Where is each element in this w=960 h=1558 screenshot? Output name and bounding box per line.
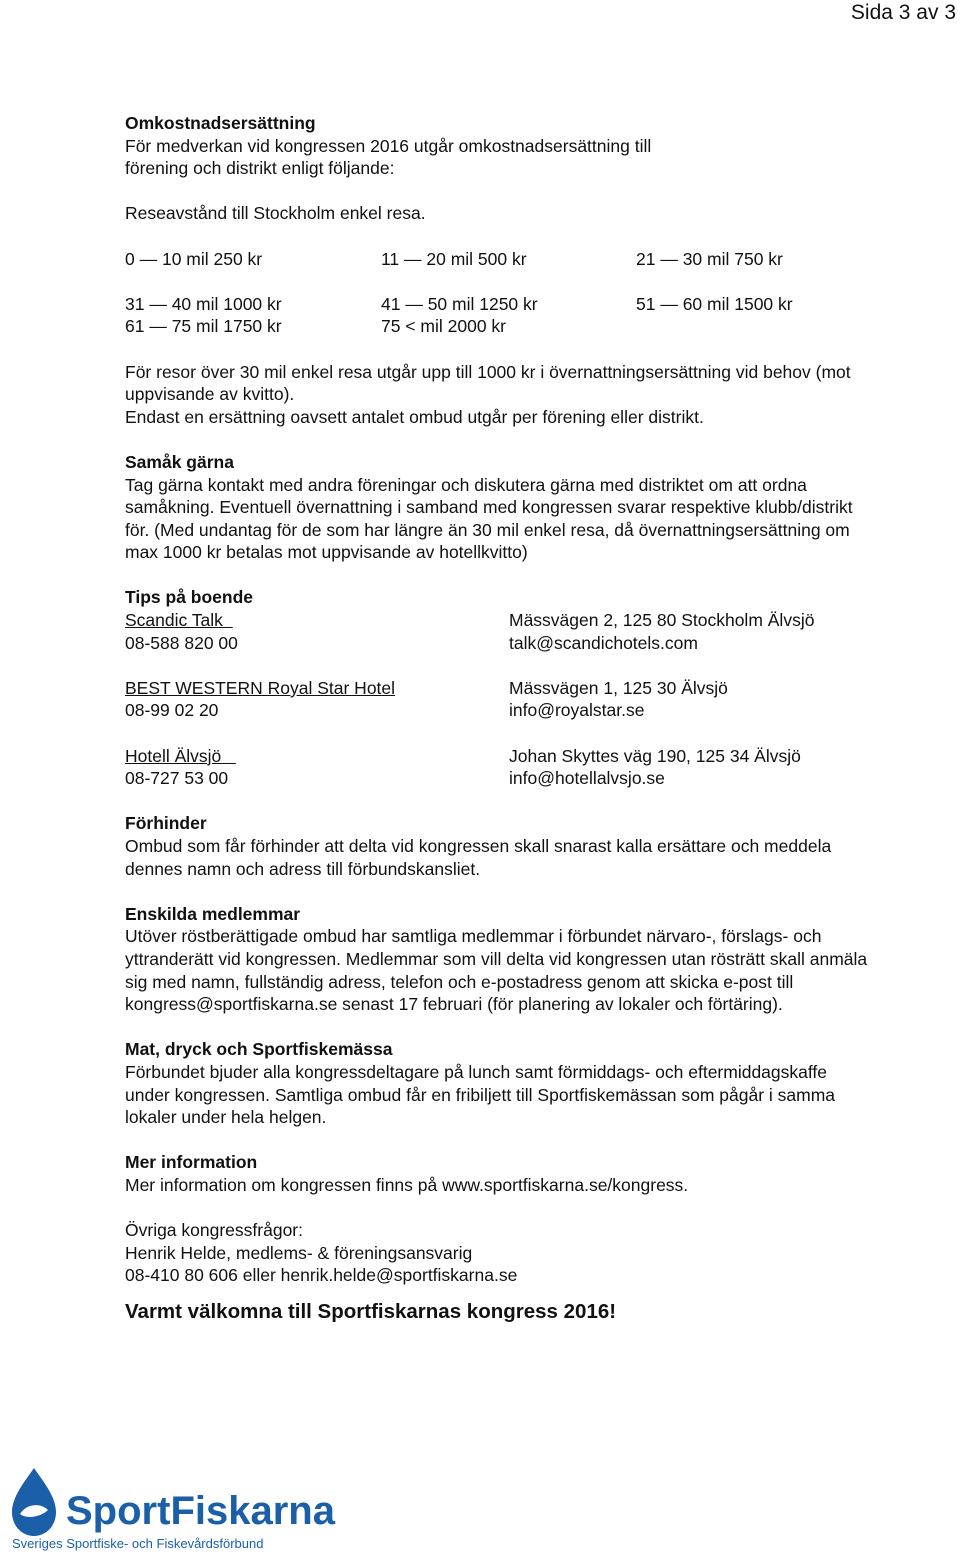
hotel-phone: 08-727 53 00 <box>125 768 229 789</box>
omkostnad-text-2: förening och distrikt enligt följande: <box>125 158 395 179</box>
hotel-name-link[interactable]: Hotell Älvsjö <box>125 745 236 766</box>
rate-item: 51 — 60 mil 1500 kr <box>636 293 793 314</box>
mat-text-1: Förbundet bjuder alla kongressdeltagare på lunch samt förmiddags- och eftermiddagskaffe <box>125 1061 828 1082</box>
ovriga-heading: Övriga kongressfrågor: <box>125 1220 303 1241</box>
hotel-row <box>125 609 957 632</box>
rate-item: 0 — 10 mil 250 kr <box>125 248 263 269</box>
contact-name: Henrik Helde, medlems- & föreningsansvarig <box>125 1242 473 1263</box>
hotel-row <box>125 745 957 768</box>
enskilda-text-2: yttranderätt vid kongressen. Medlemmar som vill delta vid kongressen utan rösträtt skall anmäla <box>125 948 868 969</box>
closing-greeting: Varmt välkomna till Sportfiskarnas kongress 2016! <box>125 1299 617 1323</box>
hotel-email: talk@scandichotels.com <box>509 632 698 653</box>
over30-text-1: För resor över 30 mil enkel resa utgår upp till 1000 kr i övernattningsersättning vid behov (mot <box>125 361 851 382</box>
hotel-phone: 08-588 820 00 <box>125 632 238 653</box>
over30-text-2: uppvisande av kvitto). <box>125 384 295 405</box>
single-compensation-text: Endast en ersättning oavsett antalet ombud utgår per förening eller distrikt. <box>125 406 704 427</box>
mat-text-2: under kongressen. Samtliga ombud får en fribiljett till Sportfiskemässan som pågår i samma <box>125 1084 836 1105</box>
hotel-name-link[interactable]: Scandic Talk <box>125 610 233 631</box>
rate-row-3 <box>125 315 957 338</box>
rate-row-2 <box>125 293 957 316</box>
page-indicator: Sida 3 av 3 <box>850 1 956 24</box>
rate-item: 21 — 30 mil 750 kr <box>636 248 783 269</box>
hotel-row <box>125 677 957 700</box>
hotel-row <box>125 767 957 790</box>
hotel-name-link[interactable]: BEST WESTERN Royal Star Hotel <box>125 677 396 698</box>
distance-intro: Reseavstånd till Stockholm enkel resa. <box>125 203 426 224</box>
document-body <box>125 112 957 1325</box>
hotel-row <box>125 699 957 722</box>
forhinder-text-2: dennes namn och adress till förbundskansliet. <box>125 858 481 879</box>
rate-item: 31 — 40 mil 1000 kr <box>125 293 282 314</box>
samak-text-2: samåkning. Eventuell övernattning i samband med kongressen svarar respektive klubb/distrikt <box>125 497 853 518</box>
omkostnad-heading: Omkostnadsersättning <box>125 113 316 133</box>
samak-text-3: för. (Med undantag för de som har längre än 30 mil enkel resa, då övernattningsersättning om <box>125 519 850 540</box>
samak-text-1: Tag gärna kontakt med andra föreningar och diskutera gärna med distriktet om att ordna <box>125 474 807 495</box>
mer-text-1: Mer information om kongressen finns på www.sportfiskarna.se/kongress. <box>125 1174 689 1195</box>
hotel-row <box>125 632 957 655</box>
omkostnad-section <box>125 112 957 428</box>
wordmark <box>66 1489 336 1533</box>
hotel-phone: 08-99 02 20 <box>125 700 219 721</box>
mat-heading: Mat, dryck och Sportfiskemässa <box>125 1039 393 1060</box>
contact-details: 08-410 80 606 eller henrik.helde@sportfiskarna.se <box>125 1265 518 1286</box>
hotel-email: info@hotellalvsjo.se <box>509 768 665 789</box>
mer-heading: Mer information <box>125 1152 258 1173</box>
samak-section <box>125 451 957 564</box>
forhinder-text-1: Ombud som får förhinder att delta vid kongressen skall snarast kalla ersättare och meddela <box>125 836 832 856</box>
mat-section <box>125 1038 957 1128</box>
rate-item: 41 — 50 mil 1250 kr <box>381 293 538 314</box>
hotel-address: Johan Skyttes väg 190, 125 34 Älvsjö <box>509 745 801 766</box>
hotel-address: Mässvägen 1, 125 30 Älvsjö <box>509 677 728 698</box>
fish-drop-icon <box>6 1466 335 1552</box>
drop-mark <box>12 1468 56 1536</box>
mer-section <box>125 1151 957 1196</box>
enskilda-text-1: Utöver röstberättigade ombud har samtliga medlemmar i förbundet närvaro-, förslags- och <box>125 926 822 947</box>
forhinder-section <box>125 812 957 880</box>
rate-item: 75 < mil 2000 kr <box>381 316 506 337</box>
forhinder-heading: Förhinder <box>125 813 207 834</box>
sportfiskarna-logo <box>6 1466 335 1552</box>
omkostnad-text-1: För medverkan vid kongressen 2016 utgår omkostnadsersättning till <box>125 135 652 156</box>
ovriga-section <box>125 1219 957 1287</box>
wordmark-sport: Sport <box>66 1489 171 1533</box>
mat-text-3: lokaler under hela helgen. <box>125 1107 327 1128</box>
samak-heading: Samåk gärna <box>125 451 234 472</box>
rate-item: 61 — 75 mil 1750 kr <box>125 316 282 337</box>
wordmark-fiskarna: Fiskarna <box>170 1489 335 1533</box>
hotel-address: Mässvägen 2, 125 80 Stockholm Älvsjö <box>509 610 815 631</box>
enskilda-heading: Enskilda medlemmar <box>125 903 301 924</box>
enskilda-text-4: kongress@sportfiskarna.se senast 17 februari (för planering av lokaler och förtäring). <box>125 994 783 1015</box>
hotel-email: info@royalstar.se <box>509 700 645 721</box>
rate-row-1 <box>125 248 957 271</box>
samak-text-4: max 1000 kr betalas mot uppvisande av hotellkvitto) <box>125 542 528 563</box>
tips-heading: Tips på boende <box>125 587 254 608</box>
enskilda-section <box>125 903 957 1016</box>
logo-tagline: Sveriges Sportfiske- och Fiskevårdsförbund <box>12 1536 264 1551</box>
rate-item: 11 — 20 mil 500 kr <box>381 248 527 269</box>
tips-section <box>125 586 957 789</box>
enskilda-text-3: sig med namn, fullständig adress, telefon och e-postadress genom att skicka e-post till <box>125 971 794 992</box>
